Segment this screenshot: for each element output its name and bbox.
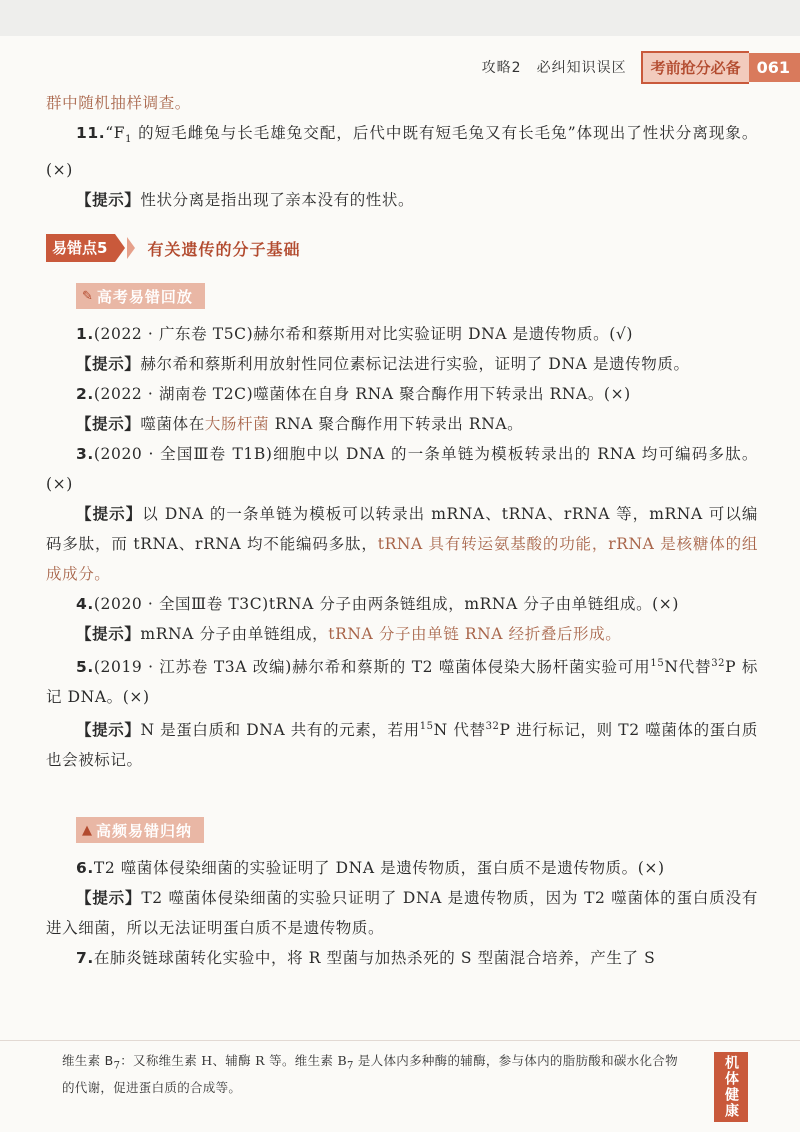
section-title: 有关遗传的分子基础 (147, 239, 301, 259)
item-number: 4. (76, 595, 94, 614)
item-text: “F (105, 124, 126, 142)
pencil-icon: ✎ (82, 288, 93, 304)
item-text: (2022 · 广东卷 T5C)赫尔希和蔡斯用对比实验证明 DNA 是遗传物质。(√) (93, 325, 633, 344)
hint-label: 【提示】 (76, 191, 141, 210)
item-number: 2. (76, 385, 94, 404)
item-text: (2020 · 全国Ⅲ卷 T3C)tRNA 分子由两条链组成，mRNA 分子由单链组成。(×) (93, 595, 680, 614)
page-header (482, 52, 800, 82)
item-11 (46, 118, 758, 185)
item-2 (46, 379, 758, 409)
chart-icon: ▲ (82, 822, 92, 838)
superscript: 32 (485, 721, 500, 733)
subscript: 7 (113, 1060, 121, 1072)
item-2-hint (46, 409, 758, 439)
hint-label: 【提示】 (76, 355, 141, 374)
item-number: 1. (76, 325, 94, 344)
hint-text: 以 DNA 的一条单链为模板可以转录出 mRNA、tRNA、rRNA 等，mRNA 可以编码多肽，而 tRNA、rRNA 均不能编码多肽， (46, 505, 758, 554)
header-tag: 考前抢分必备 (641, 51, 749, 84)
hint-text: P 进行标记，则 T2 噬菌体的蛋白质也会被标记。 (46, 721, 759, 770)
hint-highlight: tRNA 分子由单链 RNA 经折叠后形成。 (328, 625, 622, 644)
item-4 (46, 589, 758, 619)
hint-text: RNA 聚合酶作用下转录出 RNA。 (269, 415, 524, 434)
hint-text: 性状分离是指出现了亲本没有的性状。 (140, 191, 415, 210)
item-number: 5. (76, 658, 94, 677)
item-4-hint (46, 619, 758, 649)
subscript: 1 (125, 134, 133, 146)
item-text: T2 噬菌体侵染细菌的实验证明了 DNA 是遗传物质，蛋白质不是遗传物质。(×) (93, 859, 665, 878)
item-text: P 标记 DNA。(×) (46, 658, 758, 707)
hint-text: mRNA 分子由单链组成， (140, 625, 329, 644)
footnote-divider (0, 1040, 800, 1041)
spacer (46, 775, 758, 811)
superscript: 15 (650, 658, 665, 670)
superscript: 15 (419, 721, 434, 733)
item-number: 11. (76, 124, 106, 142)
item-7 (46, 943, 758, 973)
item-6-hint (46, 883, 758, 943)
hint-label: 【提示】 (76, 505, 143, 524)
footnote-text: ：又称维生素 H、辅酶 R 等。维生素 B (120, 1053, 347, 1068)
hint-text: T2 噬菌体侵染细菌的实验只证明了 DNA 是遗传物质，因为 T2 噬菌体的蛋白质没有进入细菌，所以无法证明蛋白质不是遗传物质。 (46, 889, 758, 938)
footnote-text: 是人体内多种酶的辅酶，参与体内的脂肪酸和碳水化合物的代谢，促进蛋白质的合成等。 (62, 1053, 678, 1095)
hint-label: 【提示】 (76, 625, 141, 644)
item-1-hint (46, 349, 758, 379)
arrow-icon (127, 237, 135, 259)
side-tab: 机体健康 (714, 1052, 748, 1122)
section-heading (46, 233, 758, 263)
page-number: 061 (749, 53, 800, 82)
hint-label: 【提示】 (76, 415, 141, 434)
top-bar (0, 0, 800, 36)
footnote (62, 1050, 686, 1098)
hint-text: N 代替 (433, 721, 486, 740)
subsection-heading (76, 817, 204, 843)
hint-label: 【提示】 (76, 721, 141, 740)
hint-highlight: 大肠杆菌 (204, 415, 270, 434)
hint-label: 【提示】 (76, 889, 142, 908)
subsection-heading (76, 283, 205, 309)
item-11-hint (46, 185, 758, 215)
hint-text: 赫尔希和蔡斯利用放射性同位素标记法进行实验，证明了 DNA 是遗传物质。 (140, 355, 690, 374)
prev-line: 群中随机抽样调查。 (46, 94, 191, 112)
item-number: 6. (76, 859, 94, 878)
item-text: (2020 · 全国Ⅲ卷 T1B)细胞中以 DNA 的一条单链为模板转录出的 RNA 均可编码多肽。(×) (46, 445, 758, 494)
item-number: 3. (76, 445, 94, 464)
superscript: 32 (711, 658, 726, 670)
page-content (46, 88, 758, 973)
hint-highlight: tRNA 具有转运氨基酸的功能，rRNA 是核糖体的组成成分。 (46, 535, 758, 584)
item-text: (2022 · 湖南卷 T2C)噬菌体在自身 RNA 聚合酶作用下转录出 RNA。(×) (93, 385, 631, 404)
section-label: 易错点5 (46, 234, 115, 262)
item-5-hint (46, 712, 758, 775)
item-number: 7. (76, 949, 94, 968)
item-6 (46, 853, 758, 883)
item-1 (46, 319, 758, 349)
arrow-icon (115, 234, 125, 262)
item-text: 在肺炎链球菌转化实验中，将 R 型菌与加热杀死的 S 型菌混合培养，产生了 S (93, 949, 656, 968)
hint-text: N 是蛋白质和 DNA 共有的元素，若用 (140, 721, 420, 740)
item-5 (46, 649, 758, 712)
item-3-hint (46, 499, 758, 589)
item-text: N代替 (664, 658, 712, 677)
hint-text: 噬菌体在 (140, 415, 205, 434)
item-3 (46, 439, 758, 499)
subsection-title: 高频易错归纳 (96, 821, 193, 840)
header-guide: 攻略2 必纠知识误区 (481, 60, 627, 76)
footnote-term: 维生素 B (62, 1053, 114, 1068)
subsection-title: 高考易错回放 (96, 287, 193, 306)
item-text: 的短毛雌兔与长毛雄兔交配，后代中既有短毛兔又有长毛兔”体现出了性状分离现象。(×) (46, 124, 758, 180)
item-text: (2019 · 江苏卷 T3A 改编)赫尔希和蔡斯的 T2 噬菌体侵染大肠杆菌实验可用 (93, 658, 651, 677)
subscript: 7 (346, 1060, 354, 1072)
